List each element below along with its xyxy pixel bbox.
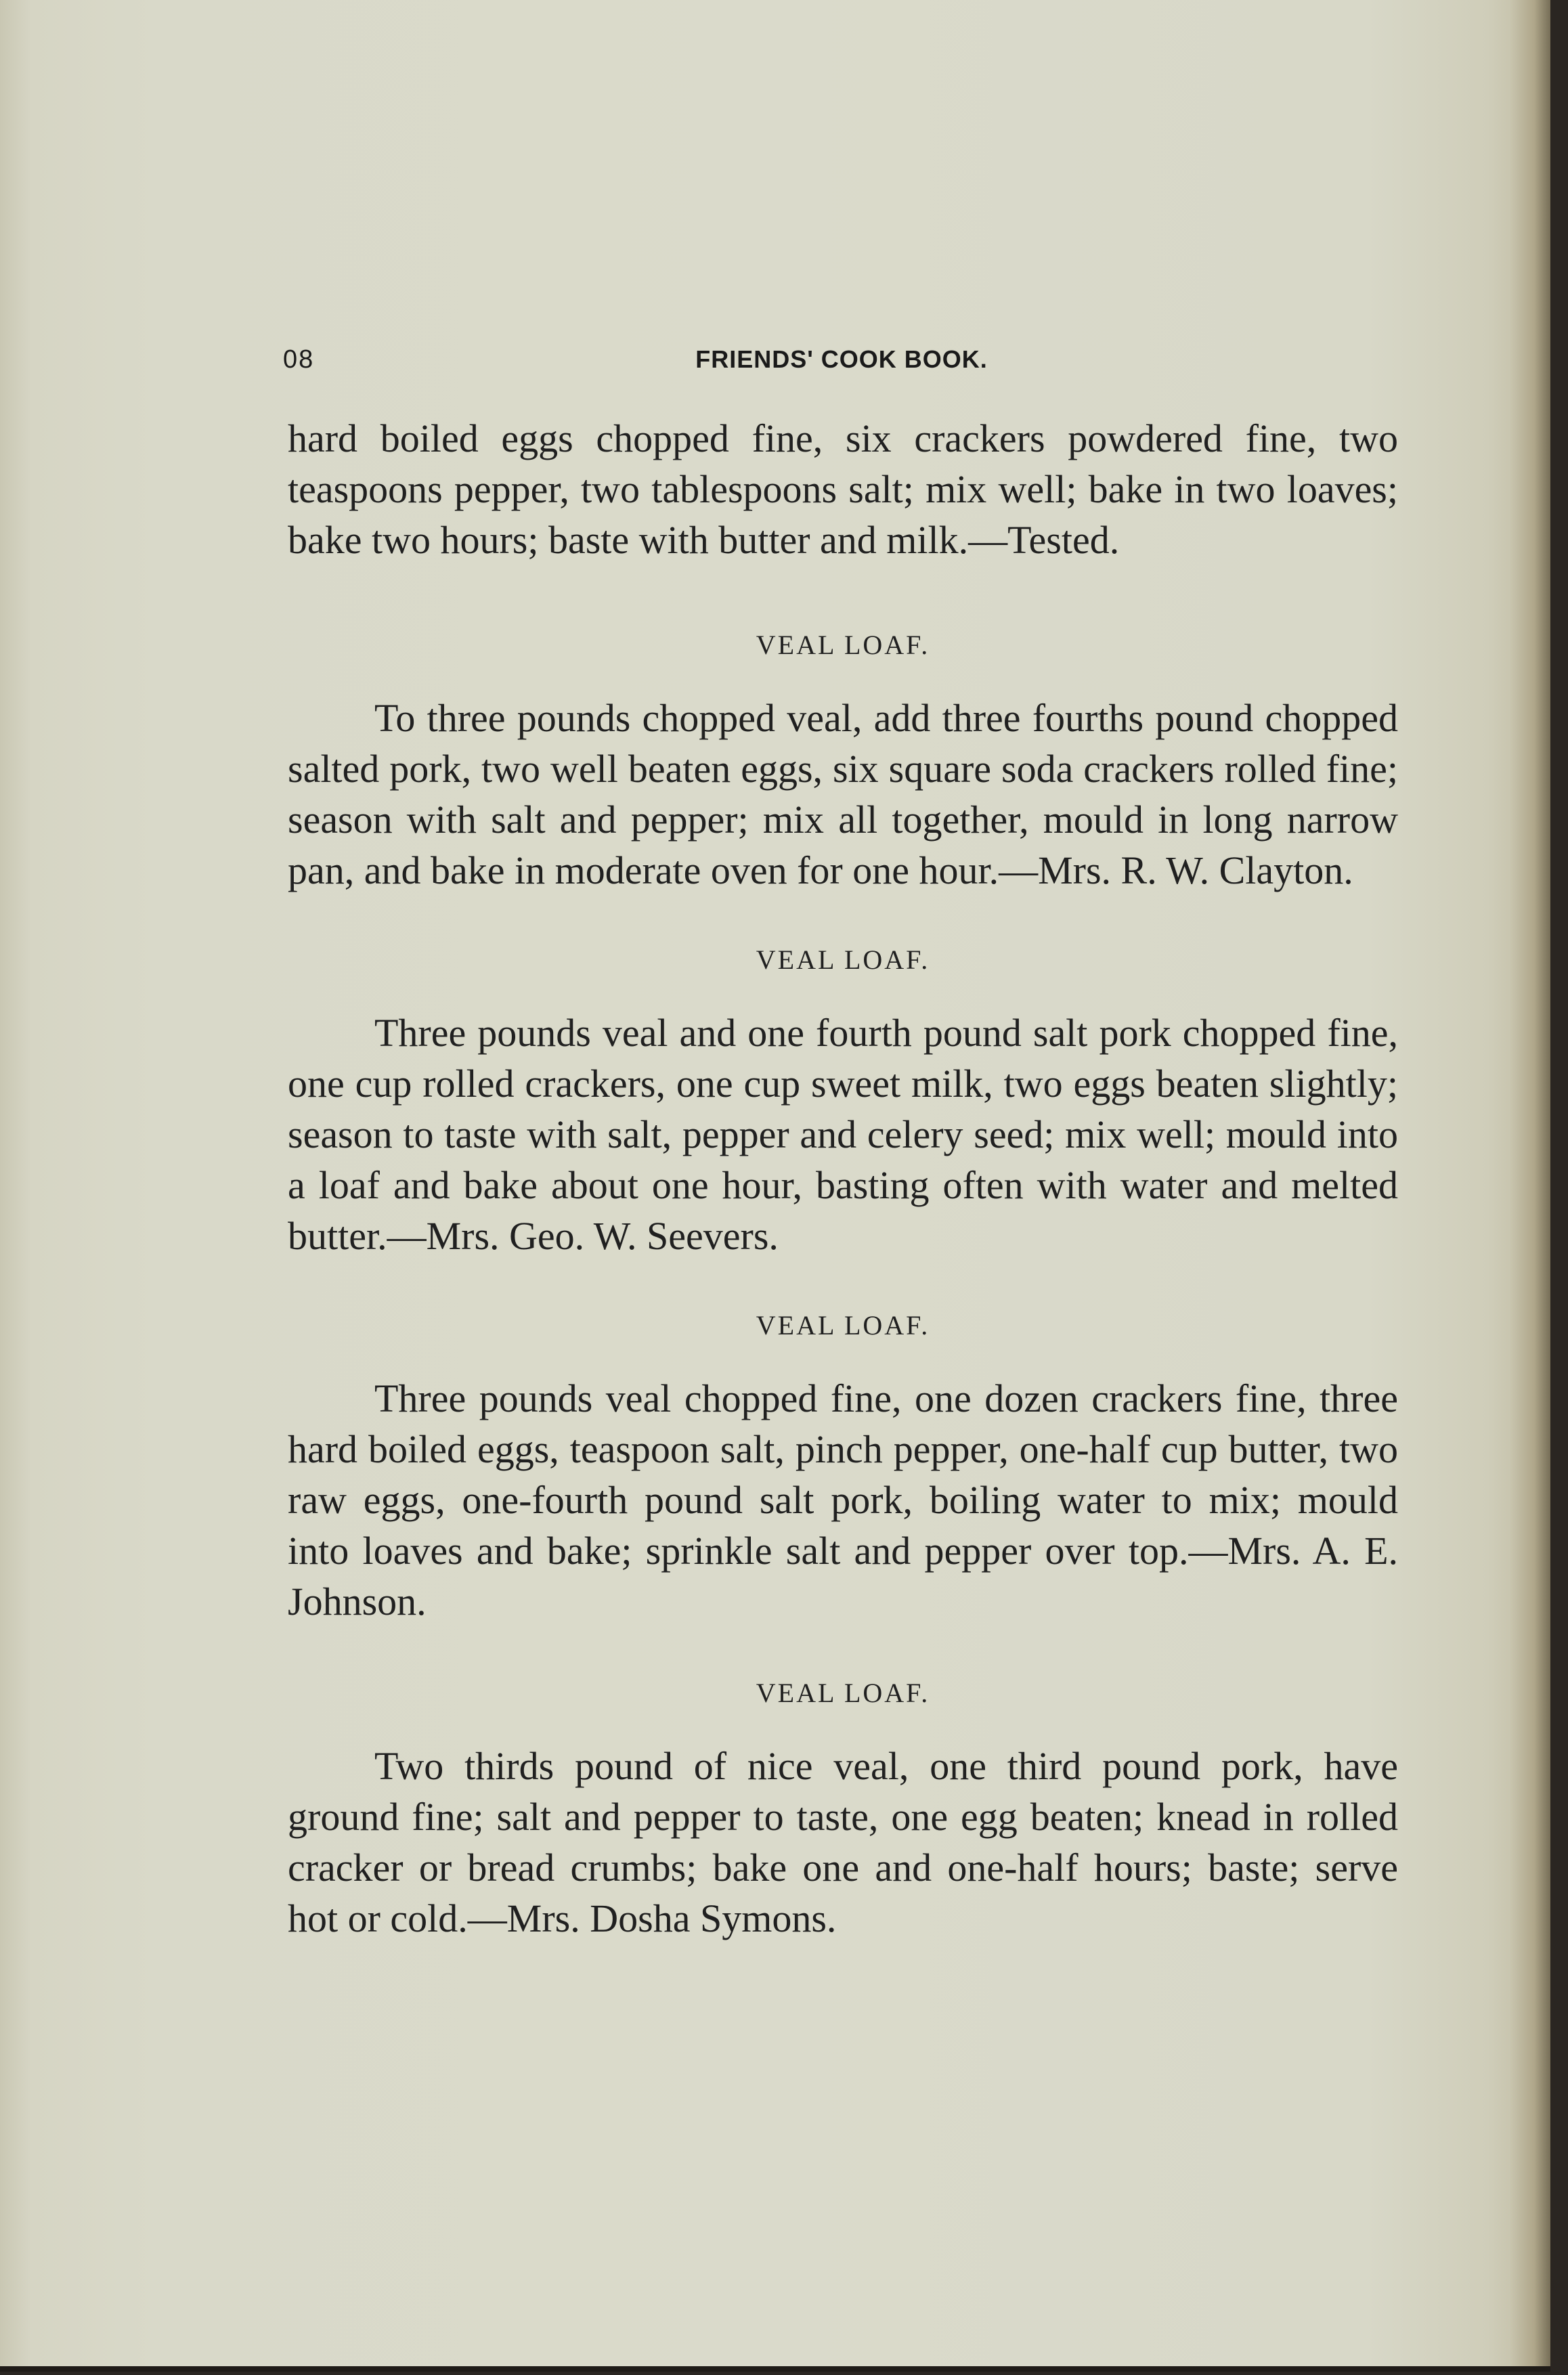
recipe-title: VEAL LOAF. xyxy=(756,1678,930,1708)
recipe-title: VEAL LOAF. xyxy=(756,1310,930,1341)
running-title: FRIENDS' COOK BOOK. xyxy=(695,345,988,373)
recipe-text: Two thirds pound of nice veal, one third pound pork, have ground fine; salt and pepper to taste, one egg beaten; knead in rolled cracker or bread crumbs; bake one and one-half hours; baste; serve hot or cold.—Mrs. Dosha Symons. xyxy=(288,1744,1398,1940)
page-number: 08 xyxy=(283,345,315,374)
recipe-title: VEAL LOAF. xyxy=(756,630,930,660)
recipe-title: VEAL LOAF. xyxy=(756,944,930,975)
recipe-text: Three pounds veal chopped fine, one dozen crackers fine, three hard boiled eggs, teaspoon salt, pinch pepper, one-half cup butter, two raw eggs, one-fourth pound salt pork, boiling water to mix; mould into loaves and bake; sprinkle salt and pepper over top.—Mrs. A. E. Johnson. xyxy=(288,1376,1398,1624)
page-body xyxy=(288,413,1398,1944)
continuation-paragraph: hard boiled eggs chopped fine, six crackers powdered fine, two teaspoons pepper, two tablespoons salt; mix well; bake in two loaves; bake two hours; baste with butter and milk.—Tested. xyxy=(288,416,1398,562)
recipe-text: Three pounds veal and one fourth pound salt pork chopped fine, one cup rolled crackers, one cup sweet milk, two eggs beaten slightly; season to taste with salt, pepper and celery seed; mix well; mould into a loaf and bake about one hour, basting often with water and melted butter.—Mrs. Geo. W. Seevers. xyxy=(288,1011,1398,1258)
recipe-text: To three pounds chopped veal, add three fourths pound chopped salted pork, two well beaten eggs, six square soda crackers rolled fine; season with salt and pepper; mix all together, mould in long narrow pan, and bake in moderate oven for one hour.—Mrs. R. W. Clayton. xyxy=(288,696,1398,892)
page-header xyxy=(283,345,1400,386)
page-spine-shadow xyxy=(1510,0,1550,2366)
